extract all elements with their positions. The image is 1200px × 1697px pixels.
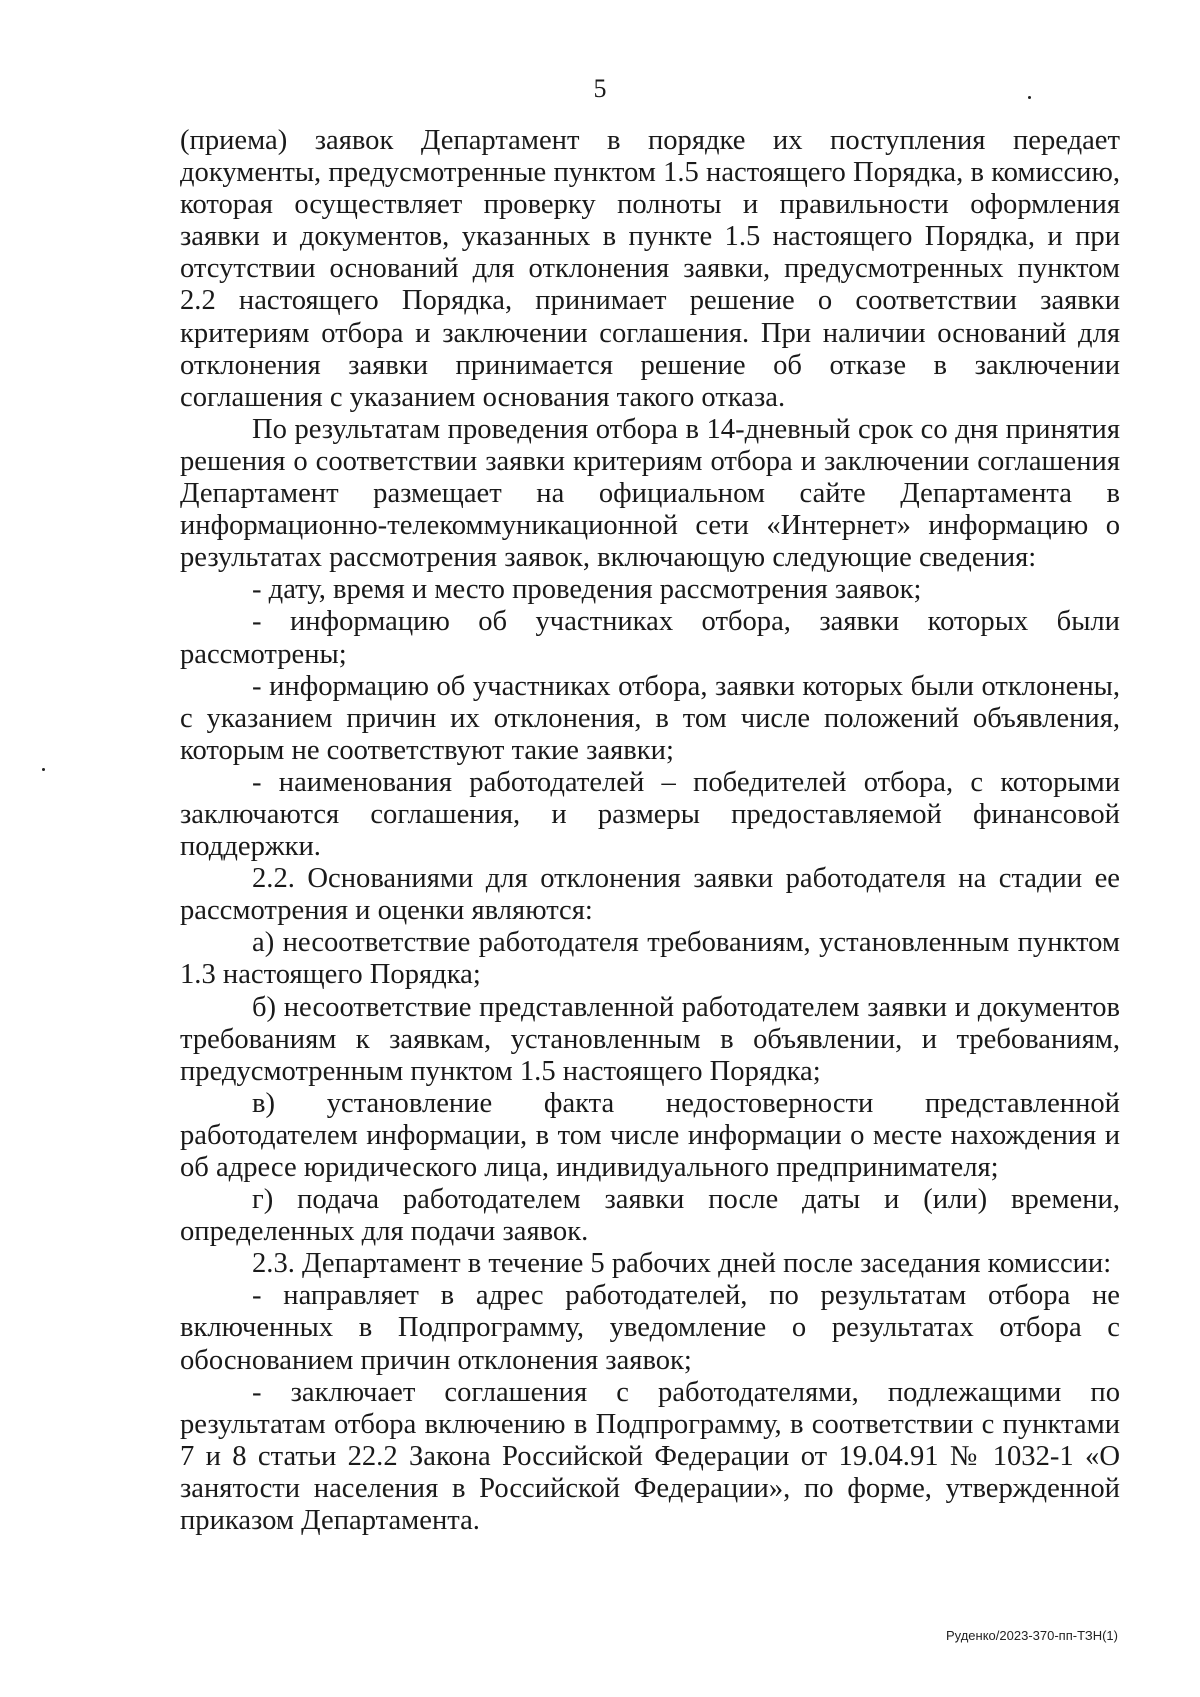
list-item: б) несоответствие представленной работодателем заявки и документов требованиям к заявкам, установленным в объявлении, и требованиям, предусмотренным пунктом 1.5 настоящего Порядка;	[180, 991, 1120, 1087]
list-item: - направляет в адрес работодателей, по результатам отбора не включенных в Подпрограмму, уведомление о результатах отбора с обоснованием причин отклонения заявок;	[180, 1280, 1120, 1376]
section-paragraph: 2.2. Основаниями для отклонения заявки работодателя на стадии ее рассмотрения и оценки являются:	[180, 863, 1120, 927]
scan-speck	[1028, 96, 1031, 99]
document-body	[180, 125, 1120, 1537]
page-number: 5	[593, 74, 607, 103]
paragraph: (приема) заявок Департамент в порядке их поступления передает документы, предусмотренные пунктом 1.5 настоящего Порядка, в комиссию, которая осуществляет проверку полноты и правильности оформления заявки и документов, указанных в пункте 1.5 настоящего Порядка, и при отсутствии оснований для отклонения заявки, предусмотренных пунктом 2.2 настоящего Порядка, принимает решение о соответствии заявки критериям отбора и заключении соглашения. При наличии оснований для отклонения заявки принимается решение об отказе в заключении соглашения с указанием основания такого отказа.	[180, 125, 1120, 413]
list-item: - наименования работодателей – победителей отбора, с которыми заключаются соглашения, и размеры предоставляемой финансовой поддержки.	[180, 766, 1120, 863]
list-item: - информацию об участниках отбора, заявки которых были рассмотрены;	[180, 606, 1120, 670]
paragraph: По результатам проведения отбора в 14-дневный срок со дня принятия решения о соответствии заявки критериям отбора и заключении соглашения Департамент размещает на официальном сайте Департамента в информационно-телекоммуникационной сети «Интернет» информацию о результатах рассмотрения заявок, включающую следующие сведения:	[180, 413, 1120, 574]
list-item: - дату, время и место проведения рассмотрения заявок;	[252, 574, 922, 606]
list-item: в) установление факта недостоверности представленной работодателем информации, в том числе информации о месте нахождения и об адресе юридического лица, индивидуального предпринимателя;	[180, 1087, 1120, 1183]
list-item: а) несоответствие работодателя требованиям, установленным пунктом 1.3 настоящего Порядка;	[180, 927, 1120, 991]
list-item: - заключает соглашения с работодателями, подлежащими по результатам отбора включению в Подпрограмму, в соответствии с пунктами 7 и 8 статьи 22.2 Закона Российской Федерации от 19.04.91 № 1032-1 «О занятости населения в Российской Федерации», по форме, утвержденной приказом Департамента.	[180, 1376, 1120, 1537]
list-item: - информацию об участниках отбора, заявки которых были отклонены, с указанием причин их отклонения, в том числе положений объявления, которым не соответствуют такие заявки;	[180, 670, 1120, 766]
list-item: г) подача работодателем заявки после даты и (или) времени, определенных для подачи заявок.	[180, 1184, 1120, 1248]
section-paragraph: 2.3. Департамент в течение 5 рабочих дней после заседания комиссии:	[252, 1248, 1112, 1280]
document-code: Руденко/2023-370-пп-ТЗН(1)	[945, 1628, 1118, 1643]
scan-speck	[42, 768, 45, 771]
